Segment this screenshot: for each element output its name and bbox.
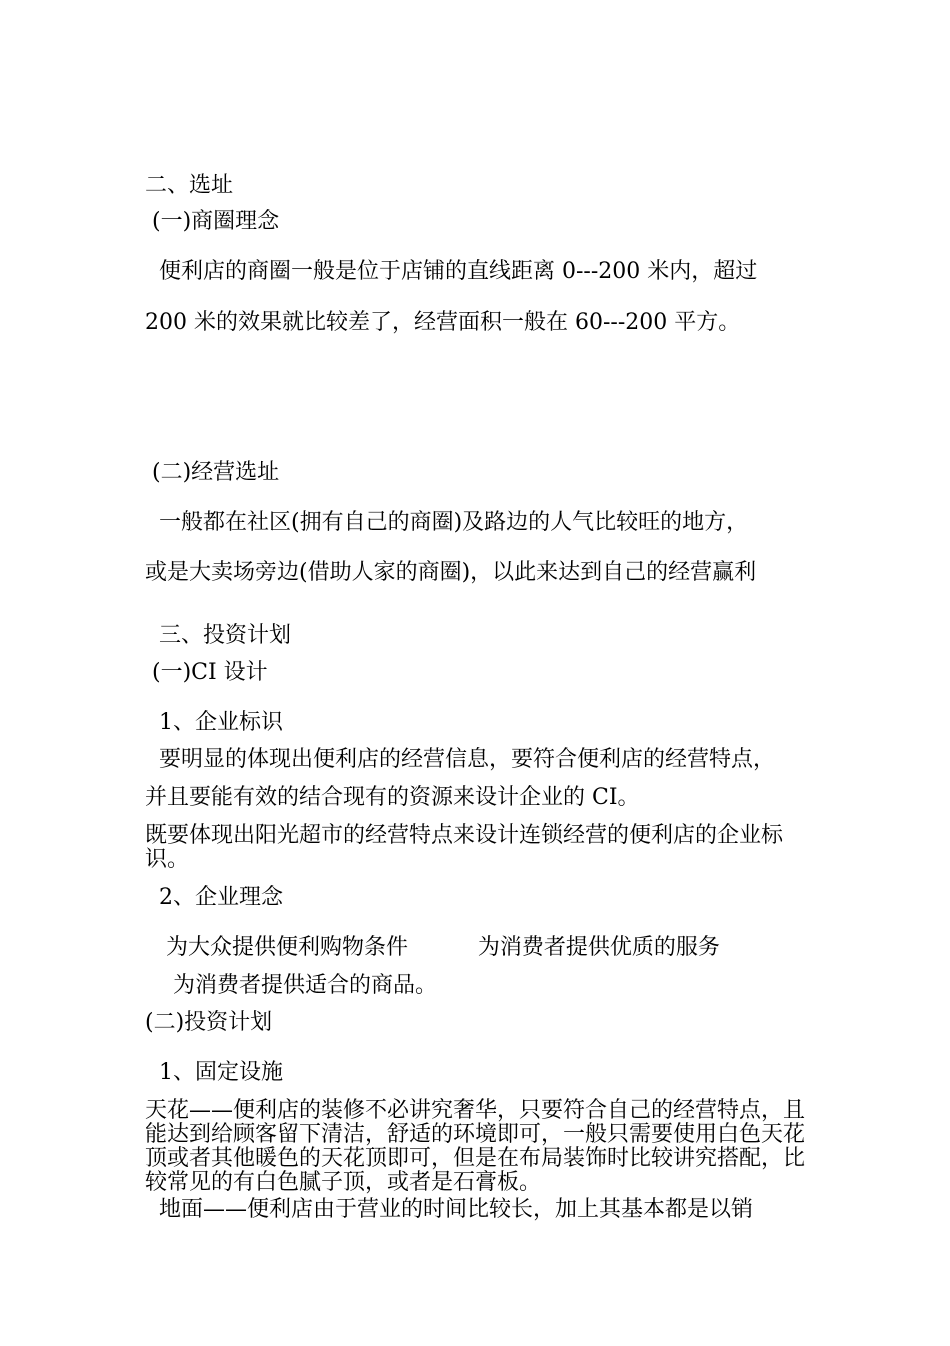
subheading-investment-plan: (二)投资计划: [145, 1010, 273, 1035]
paragraph-trade-area-line1: 便利店的商圈一般是位于店铺的直线距离 0---200 米内，超过: [145, 259, 758, 284]
item-heading-corporate-identity: 1、企业标识: [145, 710, 283, 735]
paragraph-location-line1: 一般都在社区(拥有自己的商圈)及路边的人气比较旺的地方，: [145, 510, 749, 535]
subheading-ci-design: (一)CI 设计: [145, 660, 268, 685]
paragraph-ceiling: 天花——便利店的装修不必讲究奢华，只要符合自己的经营特点，且能达到给顾客留下清洁，舒适的环境即可，一般只需要使用白色天花顶或者其他暖色的天花顶即可，但是在布局装饰时比较讲究搭配，比较常见的有白色腻子顶，或者是石膏板。: [145, 1098, 806, 1195]
item-heading-corporate-philosophy: 2、企业理念: [145, 885, 283, 910]
subheading-trade-area-concept: (一)商圈理念: [145, 209, 280, 234]
paragraph-trade-area-line2: 200 米的效果就比较差了，经营面积一般在 60---200 平方。: [145, 310, 741, 335]
paragraph-identity-line2: 并且要能有效的结合现有的资源来设计企业的 CI。: [145, 785, 640, 810]
section-heading-site-selection: 二、选址: [145, 173, 234, 198]
subheading-business-location: (二)经营选址: [145, 460, 280, 485]
section-heading-investment-plan: 三、投资计划: [145, 623, 291, 648]
paragraph-location-line2: 或是大卖场旁边(借助人家的商圈)，以此来达到自己的经营赢利: [145, 560, 757, 585]
philosophy-line1: 为大众提供便利购物条件 为消费者提供优质的服务: [145, 935, 720, 960]
philosophy-line2: 为消费者提供适合的商品。: [145, 973, 437, 998]
paragraph-floor-line: 地面——便利店由于营业的时间比较长，加上其基本都是以销: [145, 1197, 753, 1222]
item-heading-fixed-facilities: 1、固定设施: [145, 1060, 283, 1085]
paragraph-identity-sunshine: 既要体现出阳光超市的经营特点来设计连锁经营的便利店的企业标识。: [145, 823, 784, 872]
paragraph-identity-line1: 要明显的体现出便利店的经营信息，要符合便利店的经营特点，: [145, 747, 775, 772]
